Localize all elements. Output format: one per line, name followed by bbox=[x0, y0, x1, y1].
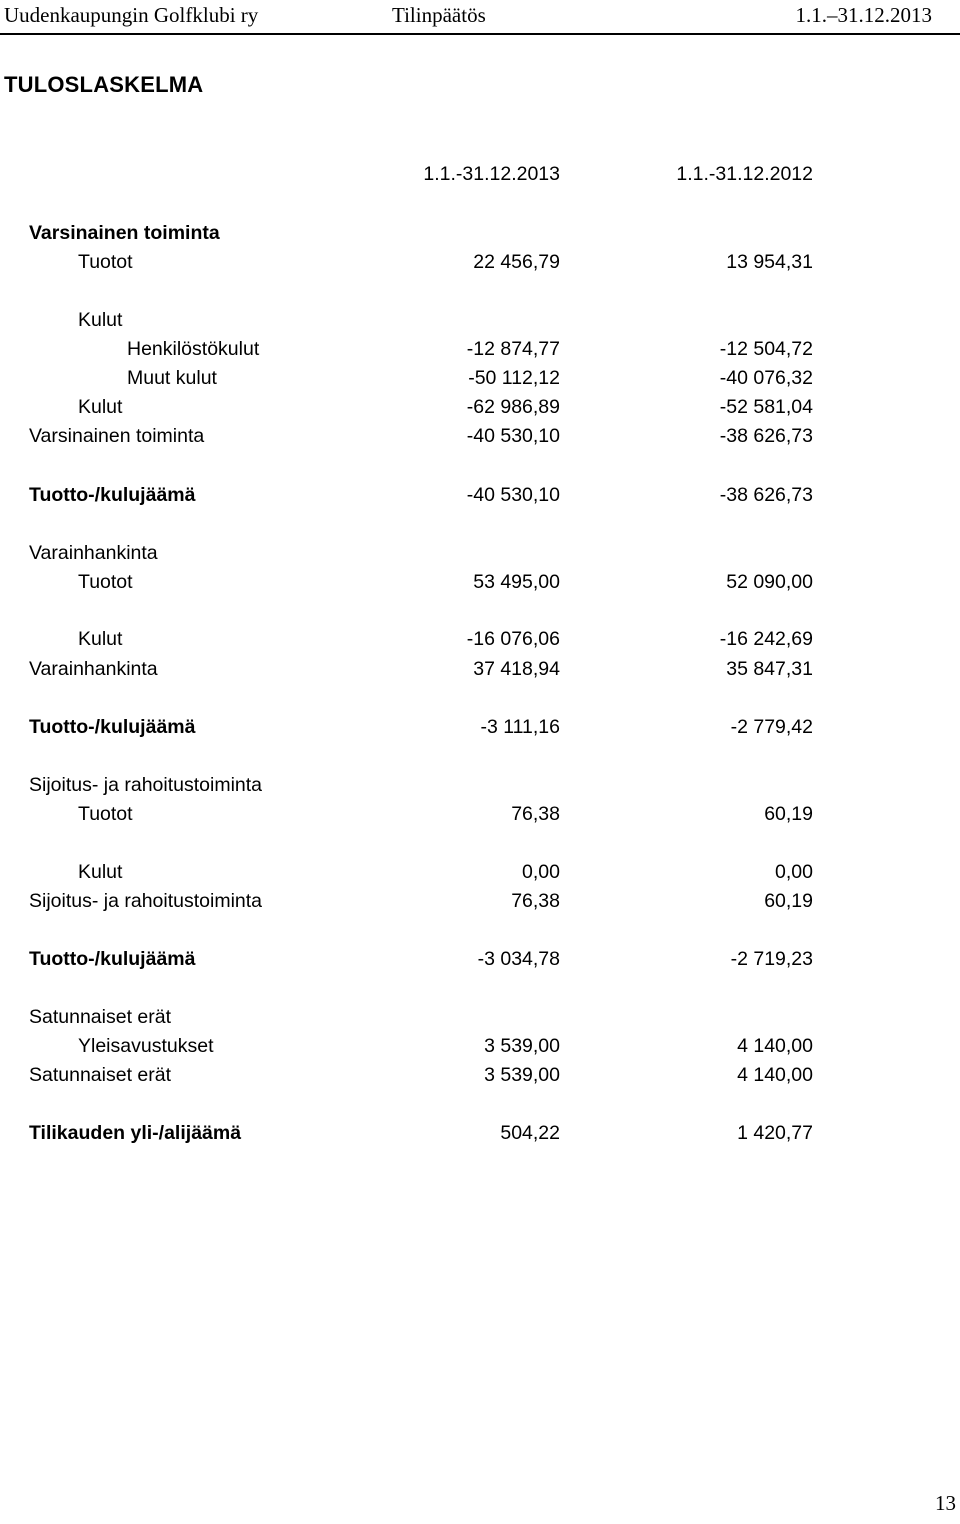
page-header bbox=[0, 0, 960, 32]
value-previous: 35 847,31 bbox=[726, 658, 813, 680]
row-label: Tuotto-/kulujäämä bbox=[29, 716, 196, 738]
table-row bbox=[0, 1035, 960, 1064]
value-previous: -52 581,04 bbox=[719, 396, 813, 418]
subtotal-row bbox=[0, 484, 960, 513]
document-name: Tilinpäätös bbox=[392, 3, 486, 27]
value-previous: 52 090,00 bbox=[726, 571, 813, 593]
header-period: 1.1.–31.12.2013 bbox=[795, 3, 932, 27]
table-row bbox=[0, 396, 960, 425]
table-row bbox=[0, 803, 960, 832]
value-current: 3 539,00 bbox=[484, 1035, 560, 1057]
value-previous: 13 954,31 bbox=[726, 251, 813, 273]
section-heading bbox=[0, 222, 960, 251]
value-current: -50 112,12 bbox=[468, 367, 560, 389]
value-current: -62 986,89 bbox=[466, 396, 560, 418]
value-previous: -2 779,42 bbox=[730, 716, 813, 738]
value-current: 76,38 bbox=[511, 890, 560, 912]
row-label: Tuotto-/kulujäämä bbox=[29, 484, 196, 506]
table-row bbox=[0, 890, 960, 919]
row-label: Kulut bbox=[78, 396, 123, 418]
row-label: Varsinainen toiminta bbox=[29, 222, 220, 244]
table-row bbox=[0, 542, 960, 571]
subtotal-row bbox=[0, 948, 960, 977]
value-previous: 60,19 bbox=[764, 803, 813, 825]
value-current: 53 495,00 bbox=[473, 571, 560, 593]
table-row bbox=[0, 425, 960, 454]
value-current: -12 874,77 bbox=[466, 338, 560, 360]
table-row bbox=[0, 1006, 960, 1035]
table-row bbox=[0, 774, 960, 803]
table-row bbox=[0, 861, 960, 890]
table-row bbox=[0, 251, 960, 280]
page-number: 13 bbox=[935, 1491, 956, 1515]
subtotal-row bbox=[0, 716, 960, 745]
table-row bbox=[0, 309, 960, 338]
table-row bbox=[0, 628, 960, 657]
row-label: Muut kulut bbox=[127, 367, 217, 389]
table-row bbox=[0, 338, 960, 367]
row-label: Kulut bbox=[78, 309, 123, 331]
row-label: Yleisavustukset bbox=[78, 1035, 214, 1057]
row-label: Kulut bbox=[78, 628, 123, 650]
value-previous: -38 626,73 bbox=[719, 425, 813, 447]
value-previous: -2 719,23 bbox=[730, 948, 813, 970]
value-previous: -16 242,69 bbox=[719, 628, 813, 650]
value-current: -16 076,06 bbox=[466, 628, 560, 650]
row-label: Sijoitus- ja rahoitustoiminta bbox=[29, 774, 263, 796]
value-current: 76,38 bbox=[511, 803, 560, 825]
value-current: 3 539,00 bbox=[484, 1064, 560, 1086]
value-current: -3 034,78 bbox=[477, 948, 560, 970]
value-previous: 0,00 bbox=[775, 861, 813, 883]
value-current: -3 111,16 bbox=[480, 716, 560, 738]
header-divider bbox=[0, 33, 960, 35]
value-previous: 1 420,77 bbox=[737, 1122, 813, 1144]
table-row bbox=[0, 367, 960, 396]
table-row bbox=[0, 571, 960, 600]
row-label: Varainhankinta bbox=[29, 542, 158, 564]
total-row bbox=[0, 1122, 960, 1151]
value-previous: -40 076,32 bbox=[719, 367, 813, 389]
value-current: 22 456,79 bbox=[473, 251, 560, 273]
value-previous: 60,19 bbox=[764, 890, 813, 912]
value-current: 37 418,94 bbox=[473, 658, 560, 680]
row-label: Henkilöstökulut bbox=[127, 338, 260, 360]
column-header-current: 1.1.-31.12.2013 bbox=[423, 163, 560, 185]
column-header-row bbox=[0, 163, 960, 192]
value-previous: -12 504,72 bbox=[719, 338, 813, 360]
row-label: Varsinainen toiminta bbox=[29, 425, 205, 447]
row-label: Tuotto-/kulujäämä bbox=[29, 948, 196, 970]
value-current: 504,22 bbox=[500, 1122, 560, 1144]
row-label: Sijoitus- ja rahoitustoiminta bbox=[29, 890, 263, 912]
row-label: Tuotot bbox=[78, 803, 133, 825]
value-previous: -38 626,73 bbox=[719, 484, 813, 506]
row-label: Varainhankinta bbox=[29, 658, 158, 680]
table-row bbox=[0, 658, 960, 687]
value-current: -40 530,10 bbox=[466, 484, 560, 506]
row-label: Tuotot bbox=[78, 571, 133, 593]
row-label: Tuotot bbox=[78, 251, 133, 273]
organization-name: Uudenkaupungin Golfklubi ry bbox=[4, 3, 259, 27]
row-label: Kulut bbox=[78, 861, 123, 883]
row-label: Tilikauden yli-/alijäämä bbox=[29, 1122, 242, 1144]
value-current: 0,00 bbox=[522, 861, 560, 883]
row-label: Satunnaiset erät bbox=[29, 1064, 172, 1086]
table-row bbox=[0, 1064, 960, 1093]
page-title: TULOSLASKELMA bbox=[4, 72, 204, 97]
value-current: -40 530,10 bbox=[466, 425, 560, 447]
column-header-previous: 1.1.-31.12.2012 bbox=[676, 163, 813, 185]
value-previous: 4 140,00 bbox=[737, 1064, 813, 1086]
row-label: Satunnaiset erät bbox=[29, 1006, 172, 1028]
value-previous: 4 140,00 bbox=[737, 1035, 813, 1057]
